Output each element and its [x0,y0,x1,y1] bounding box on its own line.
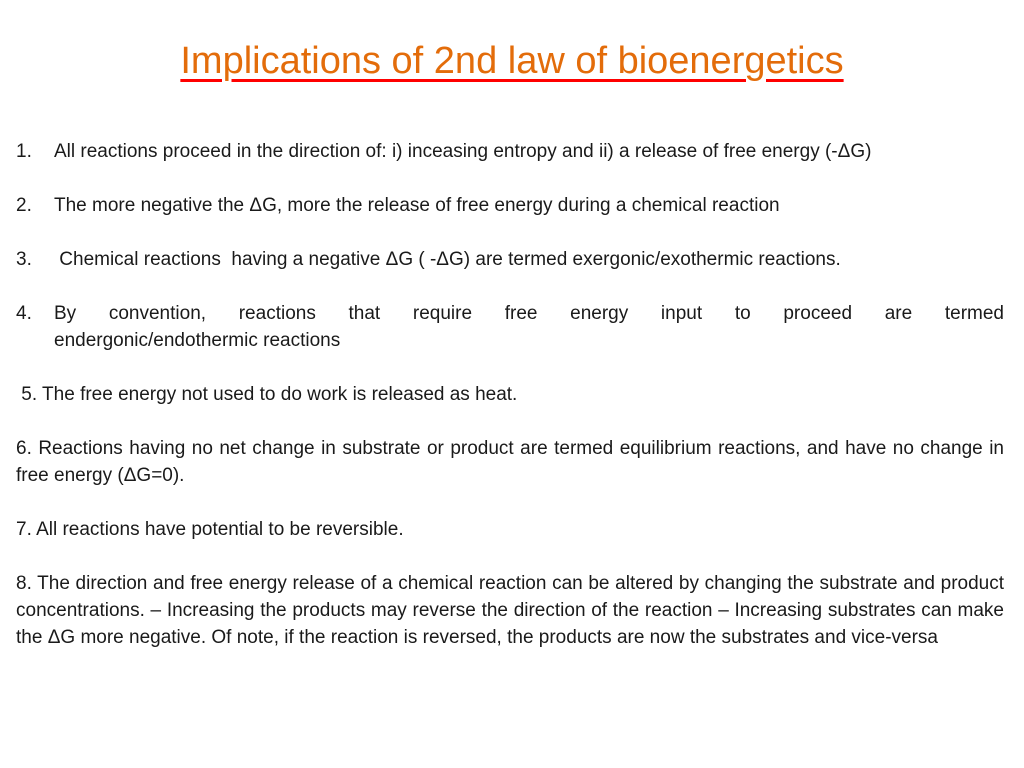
slide-body [16,138,1004,651]
list-text: All reactions proceed in the direction of: i) inceasing entropy and ii) a release of free energy (-ΔG) [54,141,872,162]
paragraph-6: 6. Reactions having no net change in substrate or product are termed equilibrium reactions, and have no change in free energy (ΔG=0). [16,438,1004,486]
paragraph-8: 8. The direction and free energy release of a chemical reaction can be altered by changing the substrate and product concentrations. – Increasing the products may reverse the direction of the reaction – Increasing substrates can make the ΔG more negative. Of note, if the reaction is reversed, the products are now the substrates and vice-versa [16,573,1004,648]
list-number: 1. [16,141,32,162]
list-text: The more negative the ΔG, more the release of free energy during a chemical reaction [54,195,780,216]
paragraph-7: 7. All reactions have potential to be reversible. [16,519,404,540]
list-text-continued: endergonic/endothermic reactions [54,330,341,351]
list-item-1 [16,138,1004,165]
list-number: 4. [16,303,32,324]
list-text: Chemical reactions having a negative ΔG ( -ΔG) are termed exergonic/exothermic reactions. [54,249,841,270]
list-text: By convention, reactions that require free energy input to proceed are termed [54,303,1004,324]
paragraph-5: 5. The free energy not used to do work is released as heat. [16,384,518,405]
list-item-4 [16,300,1004,354]
slide-title [0,38,1024,84]
list-item-3 [16,246,1004,273]
list-number: 2. [16,195,32,216]
list-item-2 [16,192,1004,219]
slide-title-text: Implications of 2nd law of bioenergetics [180,40,844,82]
list-number: 3. [16,249,32,270]
